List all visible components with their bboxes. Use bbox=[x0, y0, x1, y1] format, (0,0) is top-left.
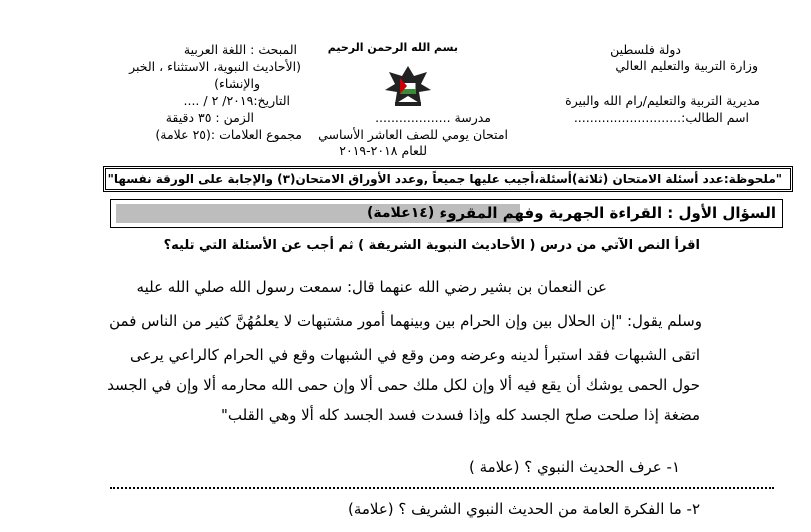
note-text: "ملحوظة:عدد أسئلة الامتحان (ثلاثة)أسئلة،أجيب عليها جميعاً ,وعدد الأوراق الامتحان(٣) والإجابة على الورقة نفسها" bbox=[107, 172, 782, 186]
question-1-header bbox=[110, 199, 783, 228]
subject: المبحث : اللغة العربية bbox=[183, 42, 297, 57]
total-marks: مجموع العلامات :(٢٥ علامة) bbox=[155, 127, 302, 142]
header-directorate: مديرية التربية والتعليم/رام الله والبيرة bbox=[565, 93, 760, 108]
exam-date: التاريخ:٢٠١٩/ ٢ / .... bbox=[183, 93, 290, 108]
exam-time: الزمن : ٣٥ دقيقة bbox=[165, 110, 254, 125]
exam-title: امتحان يومي للصف العاشر الأساسي bbox=[318, 127, 508, 142]
basmala: بسم الله الرحمن الرحيم bbox=[327, 41, 458, 54]
passage-line-3: اتقى الشبهات فقد استبرأ لدينه وعرضه ومن وقع في الشبهات وقع في الحرام كالراعي يرعى bbox=[129, 346, 700, 364]
topics-line-2: والإنشاء) bbox=[214, 76, 260, 91]
note-box bbox=[103, 166, 793, 192]
header-ministry: وزارة التربية والتعليم العالي bbox=[615, 58, 758, 73]
student-name-field[interactable]: اسم الطالب:........................... bbox=[573, 110, 749, 125]
school-field[interactable]: مدرسة ................... bbox=[375, 110, 491, 125]
passage-line-1: عن النعمان بن بشير رضي الله عنهما قال: سمعت رسول الله صلي الله عليه bbox=[136, 278, 607, 296]
passage-line-5: مضغة إذا صلحت صلح الجسد كله وإذا فسدت فسد الجسد كله ألا وهي القلب" bbox=[221, 406, 700, 424]
question-item-1: ١- عرف الحديث النبوي ؟ (علامة ) bbox=[469, 458, 680, 476]
question-item-2: ٢- ما الفكرة العامة من الحديث النبوي الشريف ؟ (علامة) bbox=[347, 500, 700, 518]
answer-line-1[interactable] bbox=[110, 487, 774, 489]
instruction: اقرأ النص الآتي من درس ( الأحاديث النبوية الشريفة ) ثم أجب عن الأسئلة التي تليه؟ bbox=[163, 238, 700, 253]
question-1-marks: (١٤علامة) bbox=[367, 205, 435, 221]
passage-line-2: وسلم يقول: "إن الحلال بين وإن الحرام بين وبينهما أمور مشتبهات لا يعلمُهُنَّ كثير من الناس فمن bbox=[109, 312, 702, 330]
header-state: دولة فلسطين bbox=[610, 42, 681, 57]
exam-year: للعام ٢٠١٨-٢٠١٩ bbox=[339, 143, 427, 158]
question-1-title: السؤال الأول : القراءة الجهرية وفهم المقروء bbox=[439, 204, 776, 222]
topics-line-1: (الأحاديث النبوية، الاستثناء ، الخبر bbox=[129, 59, 301, 74]
palestine-emblem-icon bbox=[383, 60, 433, 110]
passage-line-4: حول الحمى يوشك أن يقع فيه ألا وإن لكل ملك حمى ألا وإن حمى الله محارمه ألا وإن في الجسد bbox=[107, 376, 700, 394]
